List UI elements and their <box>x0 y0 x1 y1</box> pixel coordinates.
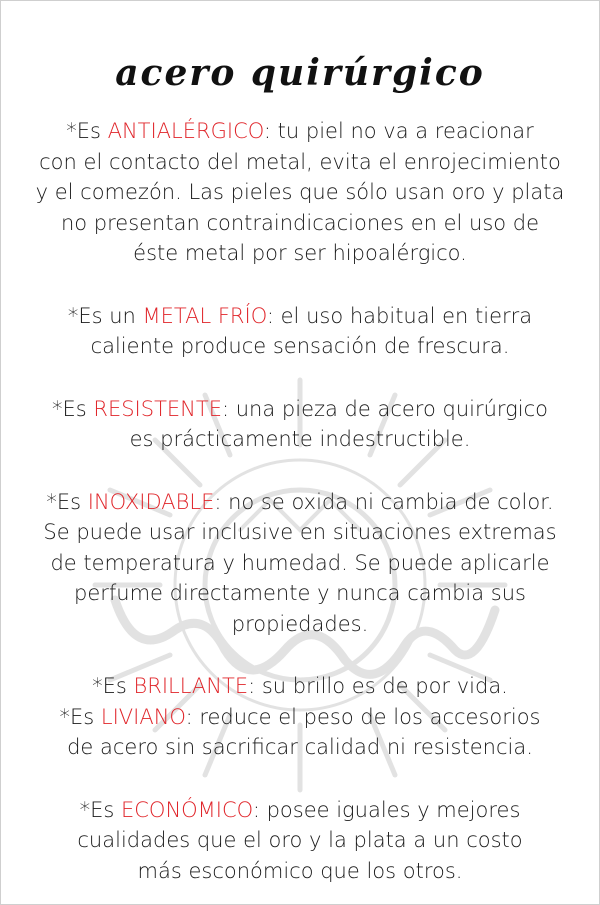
feature-liviano <box>0 702 600 763</box>
feature-line: más esconómico que los otros. <box>137 858 463 883</box>
feature-line: cualidades que el oro y la plata a un costo <box>77 828 523 852</box>
feature-text: : tu piel no va a reacionar <box>263 119 534 143</box>
feature-prefix: *Es <box>59 704 101 729</box>
features-list <box>0 116 600 886</box>
feature-line: es prácticamente indestructible. <box>129 427 471 451</box>
feature-prefix: *Es un <box>67 303 143 328</box>
feature-keyword: ECONÓMICO <box>120 797 253 822</box>
feature-text: : el uso habitual en tierra <box>266 303 533 328</box>
feature-text: : posee iguales y mejores <box>252 797 521 822</box>
feature-brillante <box>0 671 600 702</box>
feature-line: éste metal por ser hipoalérgico. <box>133 241 467 265</box>
feature-keyword: ANTIALÉRGICO <box>107 119 264 143</box>
feature-line: y el comezón. Las pieles que sólo usan oro y plata <box>35 180 565 204</box>
feature-keyword: BRILLANTE <box>133 674 249 698</box>
page-title: acero quirúrgico <box>115 52 485 94</box>
feature-line <box>0 487 600 518</box>
feature-line <box>0 394 600 425</box>
feature-keyword: LIVIANO <box>100 704 186 729</box>
feature-inoxidable <box>0 487 600 640</box>
feature-text: : reduce el peso de los accesorios <box>185 704 541 729</box>
feature-line <box>0 116 600 147</box>
feature-antialergico <box>0 116 600 269</box>
feature-line: caliente produce sensación de frescura. <box>90 334 510 358</box>
feature-metal-frio <box>0 301 600 362</box>
feature-resistente <box>0 394 600 455</box>
feature-prefix: *Es <box>79 797 121 822</box>
feature-prefix: *Es <box>92 674 134 698</box>
feature-line: de temperatura y humedad. Se puede aplicarle <box>50 550 550 575</box>
feature-prefix: *Es <box>66 119 108 143</box>
feature-keyword: METAL FRÍO <box>142 303 267 328</box>
feature-prefix: *Es <box>46 489 88 514</box>
feature-line <box>0 671 600 702</box>
feature-text: : no se oxida ni cambia de color. <box>214 489 554 514</box>
feature-line: Se puede usar inclusive en situaciones extremas <box>43 520 557 544</box>
feature-line <box>0 795 600 826</box>
feature-line: propiedades. <box>231 611 369 636</box>
feature-keyword: INOXIDABLE <box>87 489 215 514</box>
feature-prefix: *Es <box>51 396 94 421</box>
feature-text: : una pieza de acero quirúrgico <box>221 396 549 421</box>
feature-keyword: RESISTENTE <box>93 396 222 421</box>
feature-line <box>0 702 600 733</box>
feature-line: con el contacto del metal, evita el enrojecimiento <box>39 149 561 174</box>
feature-economico <box>0 795 600 887</box>
feature-text: : su brillo es de por vida. <box>248 674 508 698</box>
feature-line: no presentan contraindicaciones en el uso de <box>60 210 540 235</box>
feature-line: de acero sin sacrificar calidad ni resistencia. <box>67 735 533 759</box>
feature-line: perfume directamente y nunca cambia sus <box>74 581 526 605</box>
feature-line <box>0 301 600 332</box>
